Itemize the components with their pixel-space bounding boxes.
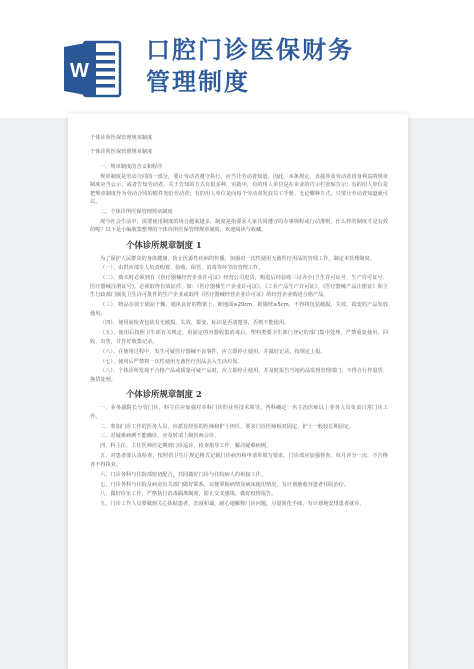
doc-paragraph: 现今社会生活中，需要使用制度的场合越来越多，制度是指要求大家共同遵守的办事规程或行动准则。什么样的制度才是有效的呢？以下是小编收集整理的个体诊所医保管理规章制度，欢迎阅读与收藏。 bbox=[90, 218, 388, 234]
document-body bbox=[90, 134, 388, 510]
doc-section-label: 一、规章制度的含义和程序 bbox=[100, 163, 163, 170]
section-1-paragraph: （四）、使用前检查包装有无破损、失效、霉变，标识是否清楚等，否则不能使用。 bbox=[100, 320, 290, 327]
document-page bbox=[68, 114, 408, 669]
section-1-title: 个体诊所规章制度 1 bbox=[126, 239, 202, 250]
section-1-paragraph: （二）、购买时必须到有《医疗器械经营企业许可证》经营公司进货，购进后经验收三证齐全(卫生许可证号、生产许可证号、医疗器械注册证号)。必须取得有效证件，如：《医疗器械生产企业许可证》、《工业产品生产许可证》、《医疗器械产品注册证》和卫生行政部门颁发卫生许可批件的生产企业或取得《医疗器械经营企业许可证》的经营企业购进合格产品。 bbox=[90, 275, 388, 299]
section-1-paragraph: 为了保护人民群众的身体健康，防止医源性疾病的传播，加强对一次性使用无菌医疗用品的管理工作，制定本管理制度。 bbox=[100, 255, 375, 262]
section-2-paragraph: 四、科主任、主任医师应定期到门诊巡诊，检查指导工作，解决疑难病例。 bbox=[100, 443, 272, 450]
section-2-paragraph: 八、做好诊室工作，严格执行消毒隔离制度，防止交叉感染，做好疫情报告。 bbox=[100, 491, 277, 498]
section-1-paragraph: （一）、由供应部专人负责购置、验收、保管、消毒等环节的管理工作。 bbox=[100, 265, 264, 272]
section-2-title: 个体诊所规章制度 2 bbox=[126, 389, 202, 400]
section-1-paragraph: （三）、物品存放于阴凉干燥、通风良好的物架上，距地面≥20cm，距墙壁≥5cm，不得将包装破损、失效、霉变的产品发放使用。 bbox=[90, 302, 388, 317]
section-2-paragraph: 五、对患者要认真检查，按照省卫生厅规定格式记载门诊病历和申请单填写要求。门诊部应加强督查，每月评分一次，不合格者不得执业。 bbox=[90, 453, 388, 468]
doc-section-label: 二、个体诊所医保管理规章制度 bbox=[100, 208, 173, 215]
section-2-paragraph: 七、门诊各科与住院及病房有关部门做好联系，以便掌握病情及病床使用情况，有计划地收容患者住院治疗。 bbox=[100, 481, 350, 488]
title-line-1: 口腔门诊医保财务 bbox=[146, 36, 354, 64]
section-2-paragraph: 六、门诊各科与住院部密切配合，共同做好门诊与住院病人的衔接工作。 bbox=[100, 471, 267, 478]
doc-subheading: 个体诊所医保管理规章制度 bbox=[90, 149, 153, 156]
title-line-2: 管理制度 bbox=[146, 68, 250, 96]
header-banner bbox=[0, 0, 474, 118]
section-2-paragraph: 一、业务副院长分管门诊，科主任应加强对本科门诊的业务技术领导。各科确定一名主治医师以上业务人员负责日常门诊工作。 bbox=[90, 405, 388, 420]
section-2-paragraph: 二、参加门诊工作的医务人员，应派有经验的医师和护士担任，要求门诊医师相对固定，护士一般较长期固定。 bbox=[100, 423, 355, 430]
section-1-paragraph: （六）、在使用过程中，发生可疑医疗器械不良事件，应立即停止使用，并做好记录，按规定上报。 bbox=[100, 348, 326, 355]
svg-text:W: W bbox=[70, 60, 89, 82]
section-2-paragraph: 九、门诊工作人员要做到关心体贴患者，态度和蔼，耐心地解释门诊问题，尽量简化手续，有计划地安排患者就诊。 bbox=[100, 501, 365, 508]
section-1-paragraph: （七）、使用后严禁将一次性使用无菌医疗用品丢入生活垃圾。 bbox=[100, 358, 243, 365]
doc-paragraph: 规章制度是劳动合同的一部分，要让劳动者遵守执行，应当让劳动者知道。因此，本条规定，直接涉及劳动者切身利益的规章制度应当公示，或者告知劳动者。关于告知的方式有很多种，实践中，有的用人单位是在企业的告示栏张贴告示；有的用人单位是把规章制度作为劳动合同的附件发给劳动者；有的用人单位是向每个劳动者发放员工手册。无论哪种方式，只要让劳动者知道就可以。 bbox=[90, 173, 388, 205]
page-title bbox=[146, 34, 354, 98]
doc-heading-small: 个体诊所医保管理规章制度 bbox=[90, 135, 153, 141]
word-document-icon bbox=[64, 38, 122, 100]
section-1-paragraph: （五）、使用后按照卫生部有关规定，用固定的容器收集消毒后，塑料类要卫生部门登记的部门集中处理，严禁重复使用、回收、出售，并作好收集记录。 bbox=[90, 330, 388, 345]
section-1-paragraph: （八）、个体诊所发现不合格产品或质量可疑产品时，应立即停止使用，并及时报告当地药品监督管理部门，不得自行作退货、换货处理。 bbox=[90, 368, 388, 383]
section-2-paragraph: 三、对疑难病例不能确诊，应及时请上级医师会诊。 bbox=[100, 433, 220, 440]
